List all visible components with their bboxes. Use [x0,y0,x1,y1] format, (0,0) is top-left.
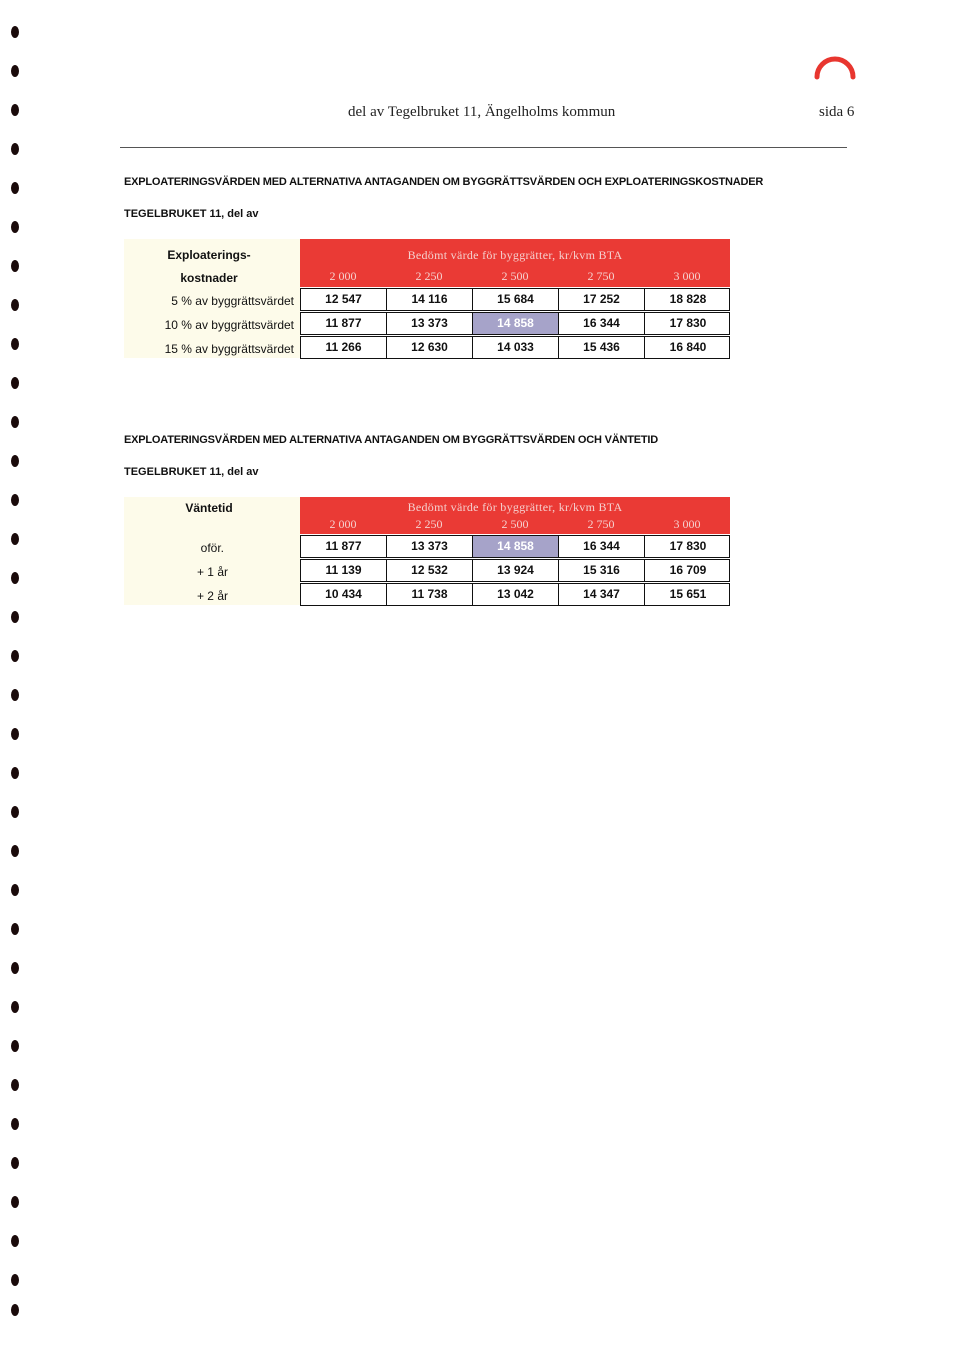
table-header [300,239,730,287]
column-header: 2 500 [501,517,529,531]
table-caption: Bedömt värde för byggrätter, kr/kvm BTA [407,500,623,514]
table-cell: 14 033 [473,337,559,358]
column-header: 3 000 [673,269,701,283]
table-row [300,312,730,335]
page-number: sida 6 [819,104,855,120]
row-header-line1: Exploaterings- [167,248,251,262]
table-cell: 15 684 [473,289,559,310]
table-cell: 11 877 [301,536,387,557]
table-cell: 12 630 [387,337,473,358]
table-cell: 11 139 [301,560,387,581]
table-cell: 17 830 [669,539,707,553]
row-header-line2: kostnader [180,271,238,285]
table-cell-highlighted: 14 858 [473,536,559,557]
table-cell: 11 266 [301,337,387,358]
table-cell: 15 436 [559,337,645,358]
table-cell: 16 344 [559,536,645,557]
column-header: 2 750 [587,269,615,283]
row-label: 10 % av byggrättsvärdet [164,318,294,332]
row-label: 15 % av byggrättsvärdet [164,342,294,356]
row-label: + 1 år [196,565,228,579]
table-cell: 17 252 [559,289,645,310]
table-cell: 13 924 [473,560,559,581]
page-header [0,96,960,126]
table-cell: 17 830 [669,316,707,330]
table-cell: 18 828 [669,292,707,306]
column-header: 2 750 [587,517,615,531]
table-cell: 16 344 [559,313,645,334]
column-header: 2 000 [329,269,357,283]
document-title: del av Tegelbruket 11, Ängelholms kommun [348,104,616,120]
header-divider [120,147,847,148]
table-cell: 15 316 [559,560,645,581]
table-cell: 10 434 [301,584,387,605]
table-row [300,559,730,582]
column-header: 3 000 [673,517,701,531]
table-cell: 14 116 [387,289,473,310]
binding-holes [8,0,24,1357]
table-cell-highlighted: 14 858 [473,313,559,334]
table-cell: 13 373 [387,536,473,557]
table-cell: 15 651 [669,587,707,601]
column-header: 2 250 [415,517,443,531]
column-header: 2 250 [415,269,443,283]
table-row [300,336,730,359]
section2-title: EXPLOATERINGSVÄRDEN MED ALTERNATIVA ANTAGANDEN OM BYGGRÄTTSVÄRDEN OCH VÄNTETID [124,434,658,446]
table-row [300,535,730,558]
column-header: 2 500 [501,269,529,283]
row-label: oför. [200,541,224,555]
table-cell: 11 877 [301,313,387,334]
table-cell: 16 709 [669,563,707,577]
section2-subtitle: TEGELBRUKET 11, del av [124,466,259,478]
table-row [300,583,730,606]
table-cell: 14 347 [559,584,645,605]
table-cell: 13 042 [473,584,559,605]
row-label: + 2 år [196,589,228,603]
table-row [300,288,730,311]
row-header: Väntetid [185,501,233,515]
column-header: 2 000 [329,517,357,531]
logo-arc-icon [812,50,858,80]
table-cell: 13 373 [387,313,473,334]
table-header [300,497,730,534]
section1-subtitle: TEGELBRUKET 11, del av [124,208,259,220]
table-caption: Bedömt värde för byggrätter, kr/kvm BTA [407,248,623,262]
row-label: 5 % av byggrättsvärdet [171,294,294,308]
table-cell: 11 738 [387,584,473,605]
section1-title: EXPLOATERINGSVÄRDEN MED ALTERNATIVA ANTAGANDEN OM BYGGRÄTTSVÄRDEN OCH EXPLOATERINGSKOSTNADER [124,176,764,188]
table-cell: 12 532 [387,560,473,581]
table-cell: 12 547 [301,289,387,310]
table-cell: 16 840 [669,340,707,354]
